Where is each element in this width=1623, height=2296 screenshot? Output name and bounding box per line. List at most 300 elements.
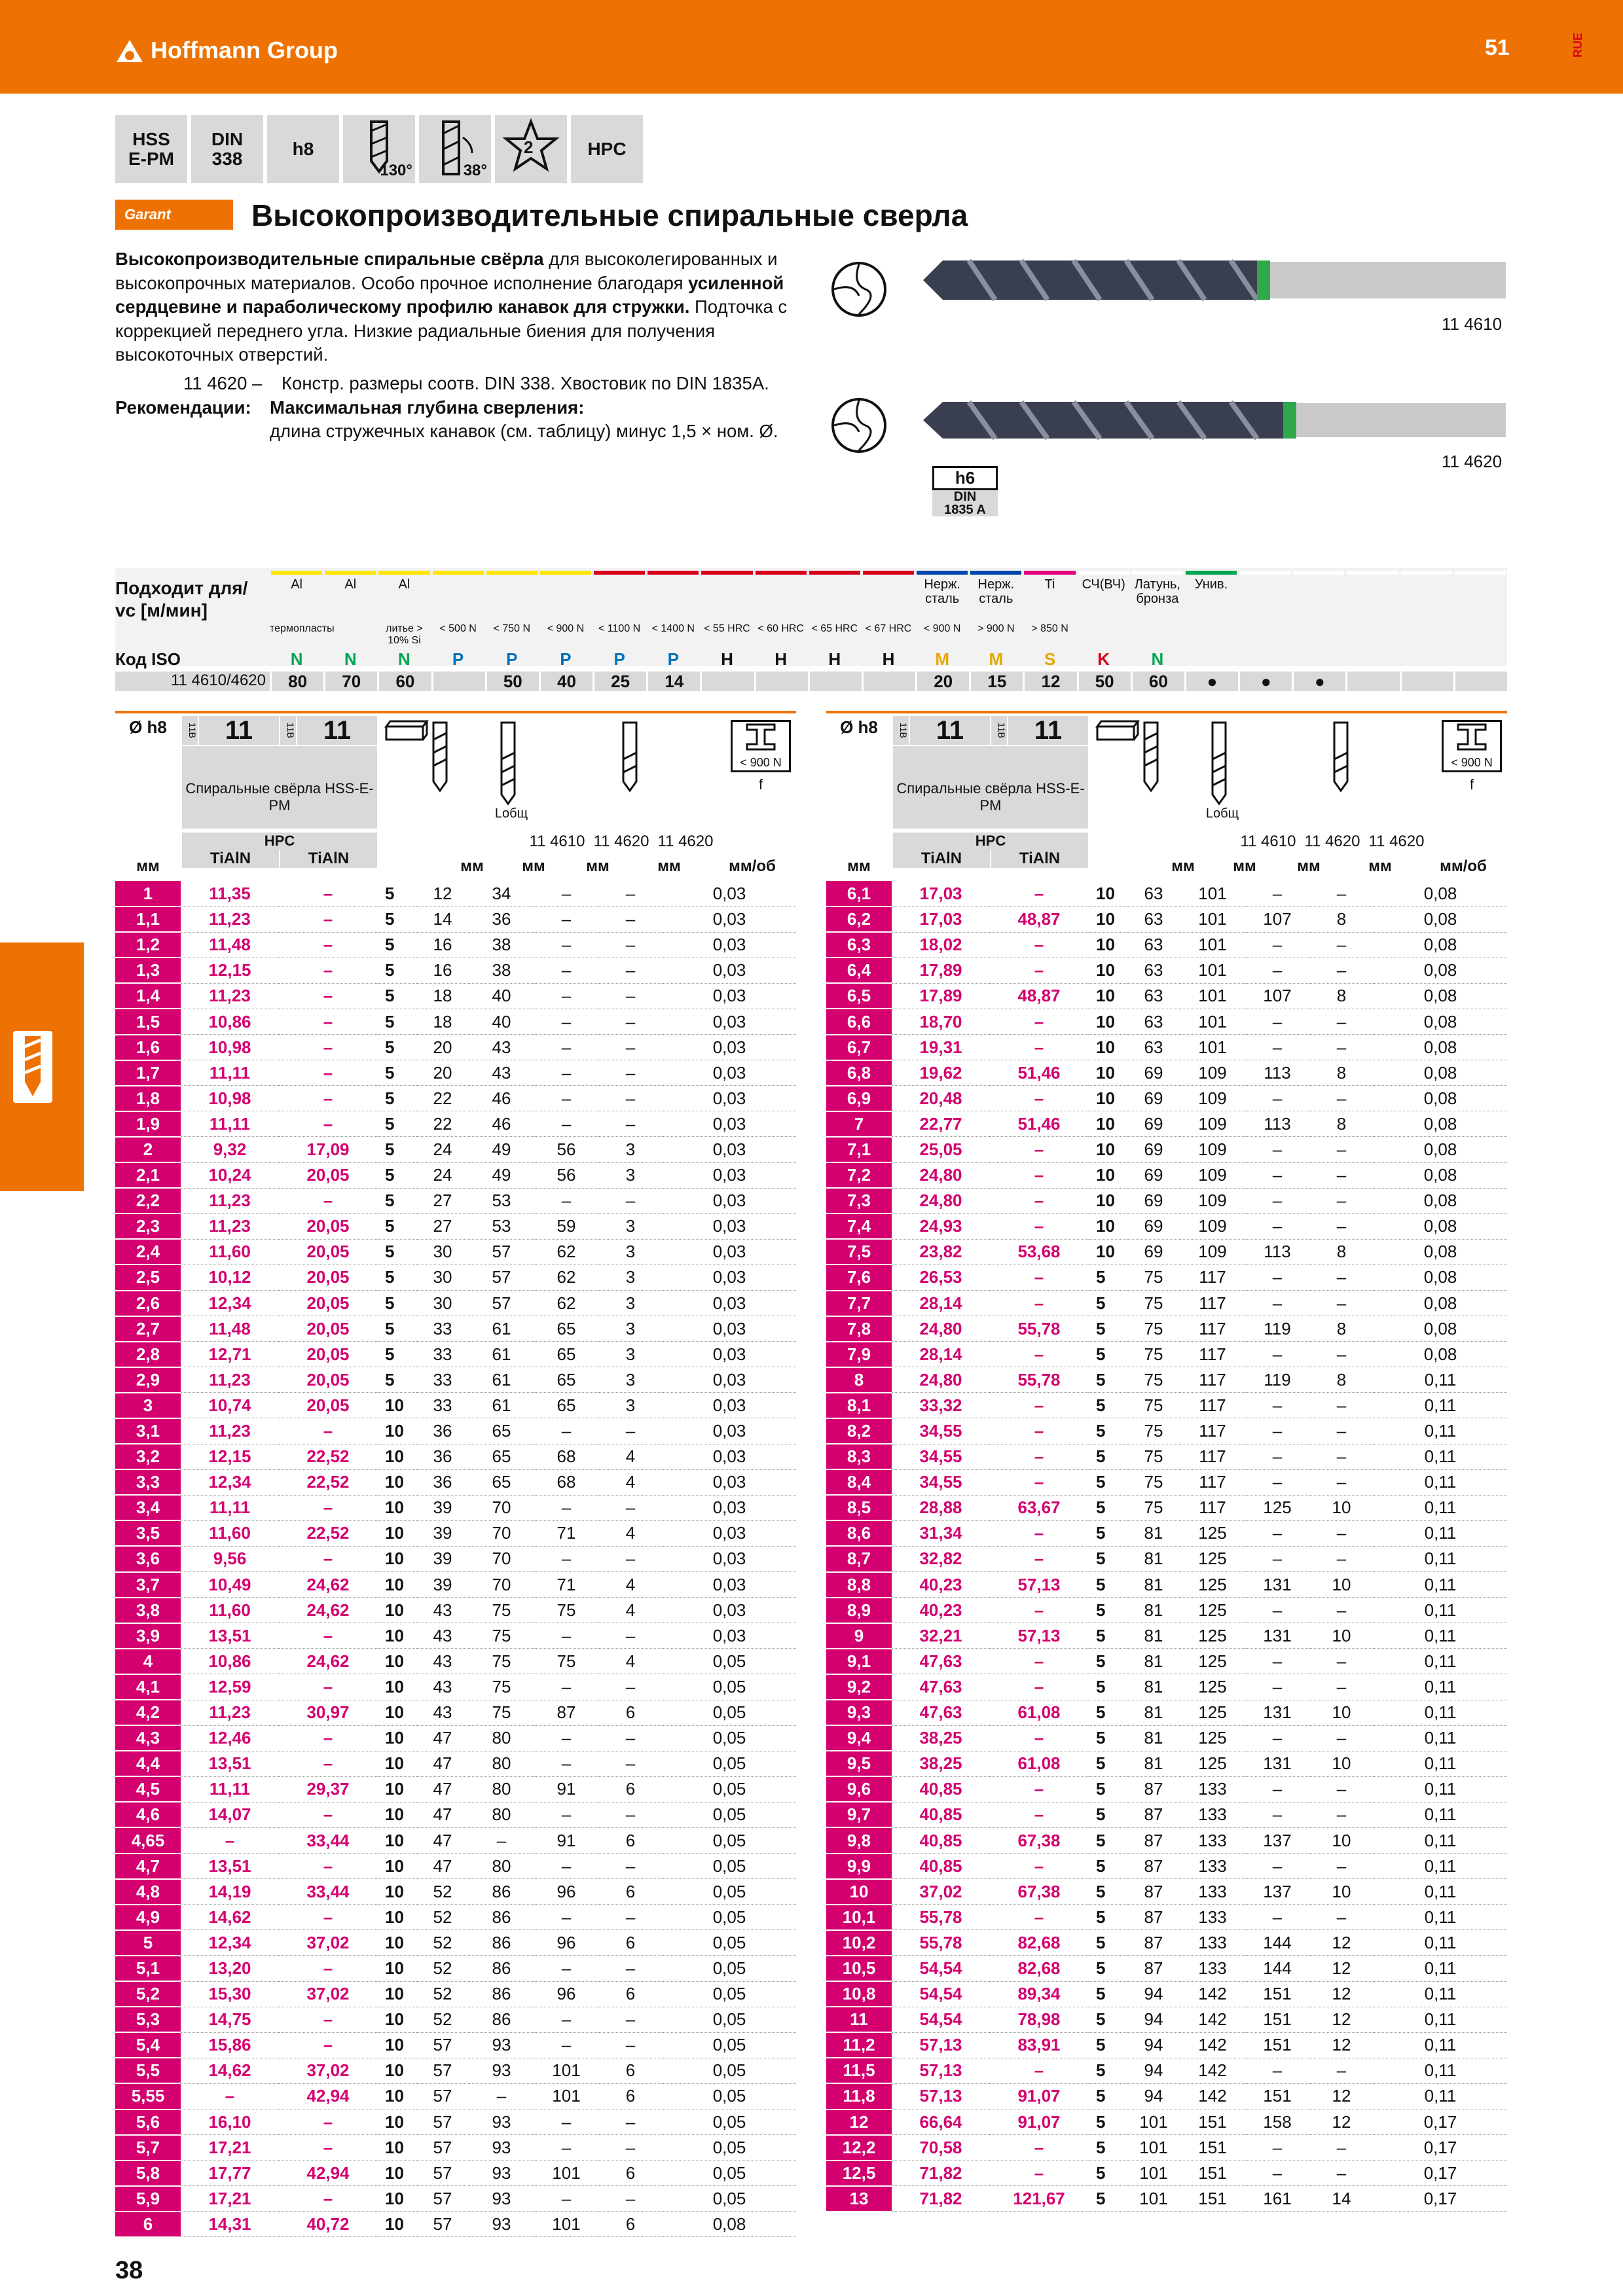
- length-114620-cell: 68: [534, 1469, 598, 1495]
- price-114620-cell[interactable]: –: [279, 1009, 377, 1034]
- price-114620-cell[interactable]: –: [279, 1188, 377, 1213]
- price-114620-cell[interactable]: –: [990, 881, 1088, 906]
- price-114610-cell[interactable]: 57,13: [892, 2083, 990, 2109]
- table-row: [826, 1393, 1507, 1418]
- price-114620-cell[interactable]: 91,07: [990, 2083, 1088, 2109]
- price-114620-cell[interactable]: –: [990, 1854, 1088, 1879]
- price-114620-cell[interactable]: –: [990, 1469, 1088, 1495]
- price-114610-cell[interactable]: 34,55: [892, 1444, 990, 1469]
- total-length-cell: 142: [1180, 2083, 1245, 2109]
- shank-114620-cell: –: [598, 1111, 663, 1137]
- price-114610-cell[interactable]: 31,34: [892, 1520, 990, 1546]
- price-114610-cell[interactable]: 24,93: [892, 1213, 990, 1239]
- price-114620-cell[interactable]: 67,38: [990, 1827, 1088, 1853]
- price-114610-cell[interactable]: 19,62: [892, 1060, 990, 1086]
- price-114620-cell[interactable]: –: [990, 1802, 1088, 1827]
- price-114610-cell[interactable]: 11,23: [181, 1213, 279, 1239]
- price-114610-cell[interactable]: 23,82: [892, 1239, 990, 1265]
- price-114620-cell[interactable]: 22,52: [279, 1520, 377, 1546]
- flute-length-cell: 47: [416, 1725, 469, 1751]
- price-114620-cell[interactable]: 57,13: [990, 1572, 1088, 1598]
- length-114620-cell: 144: [1245, 1930, 1309, 1956]
- price-114620-cell[interactable]: 24,62: [279, 1572, 377, 1598]
- price-114620-cell[interactable]: –: [990, 1086, 1088, 1111]
- diameter-cell: 5,6: [115, 2109, 181, 2135]
- price-114620-cell[interactable]: –: [279, 2032, 377, 2058]
- price-114610-cell[interactable]: 13,20: [181, 1956, 279, 1981]
- flute-length-cell: 94: [1127, 2032, 1180, 2058]
- price-114620-cell[interactable]: 20,05: [279, 1291, 377, 1316]
- price-114610-cell[interactable]: 10,12: [181, 1265, 279, 1290]
- price-114620-cell[interactable]: 121,67: [990, 2186, 1088, 2212]
- price-114610-cell[interactable]: 9,56: [181, 1546, 279, 1571]
- price-114610-cell[interactable]: 11,48: [181, 1316, 279, 1342]
- price-114620-cell[interactable]: 48,87: [990, 906, 1088, 932]
- flute-length-cell: 81: [1127, 1700, 1180, 1725]
- price-114610-cell[interactable]: 57,13: [892, 2032, 990, 2058]
- price-114620-cell[interactable]: 33,44: [279, 1827, 377, 1853]
- price-114620-cell[interactable]: 42,94: [279, 2083, 377, 2109]
- price-114620-cell[interactable]: –: [279, 1725, 377, 1751]
- compat-column-head: Al: [398, 577, 410, 592]
- price-114610-cell[interactable]: 26,53: [892, 1265, 990, 1290]
- price-114610-cell[interactable]: 54,54: [892, 1981, 990, 2007]
- compat-color-bar: [1186, 571, 1237, 575]
- total-length-cell: 101: [1180, 932, 1245, 958]
- price-114620-cell[interactable]: –: [990, 1035, 1088, 1060]
- total-length-cell: 93: [469, 2161, 534, 2186]
- price-114620-cell[interactable]: 82,68: [990, 1930, 1088, 1956]
- price-114620-cell[interactable]: –: [279, 1546, 377, 1571]
- price-114610-cell[interactable]: 9,32: [181, 1137, 279, 1162]
- price-114610-cell[interactable]: 38,25: [892, 1751, 990, 1776]
- price-114610-cell[interactable]: 10,98: [181, 1086, 279, 1111]
- price-114610-cell[interactable]: 19,31: [892, 1035, 990, 1060]
- price-114620-cell[interactable]: 33,44: [279, 1879, 377, 1905]
- pack-cell: 5: [377, 1009, 416, 1034]
- price-114610-cell[interactable]: 22,77: [892, 1111, 990, 1137]
- price-114620-cell[interactable]: 61,08: [990, 1700, 1088, 1725]
- price-114620-cell[interactable]: –: [990, 1776, 1088, 1802]
- price-114610-cell[interactable]: 17,21: [181, 2135, 279, 2161]
- price-114620-cell[interactable]: –: [990, 1009, 1088, 1034]
- price-114610-cell[interactable]: 14,07: [181, 1802, 279, 1827]
- price-114620-cell[interactable]: –: [990, 1291, 1088, 1316]
- price-114620-cell[interactable]: –: [279, 1802, 377, 1827]
- price-114620-cell[interactable]: –: [279, 1111, 377, 1137]
- price-114610-cell[interactable]: 71,82: [892, 2186, 990, 2212]
- flute-length-cell: 33: [416, 1367, 469, 1393]
- table-row: [115, 1956, 796, 1981]
- total-length-cell: 142: [1180, 2007, 1245, 2032]
- flute-length-cell: 57: [416, 2186, 469, 2212]
- table-row: [115, 1495, 796, 1520]
- length-114620-cell: –: [534, 881, 598, 906]
- price-114620-cell[interactable]: –: [279, 1495, 377, 1520]
- price-114610-cell[interactable]: 10,74: [181, 1393, 279, 1418]
- price-114620-cell[interactable]: –: [990, 1162, 1088, 1188]
- price-114610-cell[interactable]: 17,03: [892, 881, 990, 906]
- price-114620-cell[interactable]: –: [990, 1213, 1088, 1239]
- price-114620-cell[interactable]: 22,52: [279, 1444, 377, 1469]
- price-114610-cell[interactable]: 13,51: [181, 1623, 279, 1649]
- price-114610-cell[interactable]: 10,98: [181, 1035, 279, 1060]
- price-114610-cell[interactable]: 11,60: [181, 1520, 279, 1546]
- flute-length-cell: 81: [1127, 1520, 1180, 1546]
- price-114620-cell[interactable]: –: [990, 2135, 1088, 2161]
- price-114620-cell[interactable]: 20,05: [279, 1367, 377, 1393]
- price-114610-cell[interactable]: 47,63: [892, 1649, 990, 1674]
- price-114610-cell[interactable]: 11,23: [181, 983, 279, 1009]
- diameter-cell: 7: [826, 1111, 892, 1137]
- price-114610-cell[interactable]: 24,80: [892, 1367, 990, 1393]
- price-114620-cell[interactable]: –: [990, 1905, 1088, 1930]
- price-114620-cell[interactable]: –: [279, 1674, 377, 1700]
- pack-cell: 5: [1088, 1546, 1127, 1571]
- price-114610-cell[interactable]: 18,70: [892, 1009, 990, 1034]
- compat-iso-code: P: [452, 649, 464, 669]
- price-114610-cell[interactable]: 71,82: [892, 2161, 990, 2186]
- price-114610-cell[interactable]: 34,55: [892, 1418, 990, 1444]
- diameter-cell: 8,1: [826, 1393, 892, 1418]
- total-length-cell: 117: [1180, 1495, 1245, 1520]
- price-114610-cell[interactable]: 18,02: [892, 932, 990, 958]
- price-114610-cell[interactable]: 54,54: [892, 1956, 990, 1981]
- price-114610-cell[interactable]: 24,80: [892, 1162, 990, 1188]
- price-114620-cell[interactable]: 89,34: [990, 1981, 1088, 2007]
- price-114620-cell[interactable]: –: [279, 1086, 377, 1111]
- price-114610-cell[interactable]: 28,88: [892, 1495, 990, 1520]
- feed-cell: 0,11: [1374, 1418, 1507, 1444]
- price-114620-cell[interactable]: –: [990, 1393, 1088, 1418]
- price-114610-cell[interactable]: 12,59: [181, 1674, 279, 1700]
- table-row: [115, 1572, 796, 1598]
- diameter-cell: 6,2: [826, 906, 892, 932]
- price-114620-cell[interactable]: –: [990, 1137, 1088, 1162]
- price-114610-cell[interactable]: 70,58: [892, 2135, 990, 2161]
- price-114610-cell[interactable]: 40,85: [892, 1854, 990, 1879]
- price-114610-cell[interactable]: 11,23: [181, 1367, 279, 1393]
- price-114610-cell[interactable]: 15,30: [181, 1981, 279, 2007]
- price-114610-cell[interactable]: 11,60: [181, 1239, 279, 1265]
- price-114610-cell[interactable]: 12,34: [181, 1291, 279, 1316]
- price-114620-cell[interactable]: –: [279, 932, 377, 958]
- length-114620-cell: –: [1245, 958, 1309, 983]
- price-114620-cell[interactable]: –: [279, 1035, 377, 1060]
- price-114610-cell[interactable]: 14,31: [181, 2212, 279, 2237]
- price-114620-cell[interactable]: –: [990, 958, 1088, 983]
- shank-114620-cell: 14: [1309, 2186, 1374, 2212]
- price-114620-cell[interactable]: –: [990, 932, 1088, 958]
- price-114620-cell[interactable]: –: [279, 1854, 377, 1879]
- price-114610-cell[interactable]: 40,23: [892, 1598, 990, 1623]
- price-114610-cell[interactable]: 12,34: [181, 1469, 279, 1495]
- price-114610-cell[interactable]: 20,48: [892, 1086, 990, 1111]
- total-length-cell: 46: [469, 1086, 534, 1111]
- total-length-cell: 117: [1180, 1444, 1245, 1469]
- price-114620-cell[interactable]: –: [990, 2161, 1088, 2186]
- price-114620-cell[interactable]: 42,94: [279, 2161, 377, 2186]
- shank-114620-cell: –: [1309, 1035, 1374, 1060]
- diameter-cell: 6,3: [826, 932, 892, 958]
- feed-cell: 0,11: [1374, 1776, 1507, 1802]
- pack-cell: 10: [377, 1751, 416, 1776]
- feed-cell: 0,05: [663, 2032, 796, 2058]
- price-114620-cell[interactable]: 24,62: [279, 1649, 377, 1674]
- price-114610-cell[interactable]: 28,14: [892, 1342, 990, 1367]
- price-114620-cell[interactable]: –: [990, 1674, 1088, 1700]
- price-114610-cell[interactable]: 40,85: [892, 1802, 990, 1827]
- price-114610-cell[interactable]: 16,10: [181, 2109, 279, 2135]
- price-114620-cell[interactable]: 17,09: [279, 1137, 377, 1162]
- price-114610-cell[interactable]: 11,35: [181, 881, 279, 906]
- price-114610-cell[interactable]: 17,77: [181, 2161, 279, 2186]
- price-114610-cell[interactable]: 11,48: [181, 932, 279, 958]
- price-114620-cell[interactable]: –: [279, 881, 377, 906]
- price-114620-cell[interactable]: 37,02: [279, 2058, 377, 2083]
- price-114610-cell[interactable]: 10,49: [181, 1572, 279, 1598]
- price-114610-cell[interactable]: 14,62: [181, 2058, 279, 2083]
- price-114610-cell[interactable]: –: [181, 1827, 279, 1853]
- garant-logo: Garant: [115, 200, 233, 230]
- pack-cell: 10: [377, 2135, 416, 2161]
- length-114620-cell: –: [1245, 1520, 1309, 1546]
- price-114620-cell[interactable]: 51,46: [990, 1060, 1088, 1086]
- flute-length-cell: 87: [1127, 1776, 1180, 1802]
- price-114610-cell[interactable]: 12,46: [181, 1725, 279, 1751]
- price-114610-cell[interactable]: 54,54: [892, 2007, 990, 2032]
- price-114620-cell[interactable]: –: [279, 2186, 377, 2212]
- table-row: [115, 2007, 796, 2032]
- shank-114620-cell: –: [598, 2007, 663, 2032]
- price-114610-cell[interactable]: 14,19: [181, 1879, 279, 1905]
- compat-speed-value: 40: [539, 672, 593, 691]
- price-114620-cell[interactable]: –: [279, 1751, 377, 1776]
- price-114610-cell[interactable]: 11,11: [181, 1776, 279, 1802]
- length-114620-cell: –: [1245, 1213, 1309, 1239]
- price-114620-cell[interactable]: 48,87: [990, 983, 1088, 1009]
- price-114610-cell[interactable]: 55,78: [892, 1905, 990, 1930]
- price-114610-cell[interactable]: 34,55: [892, 1469, 990, 1495]
- price-114610-cell[interactable]: 10,24: [181, 1162, 279, 1188]
- price-114620-cell[interactable]: 78,98: [990, 2007, 1088, 2032]
- diameter-cell: 5,3: [115, 2007, 181, 2032]
- price-114620-cell[interactable]: 61,08: [990, 1751, 1088, 1776]
- pack-cell: 10: [1088, 1239, 1127, 1265]
- price-114620-cell[interactable]: –: [990, 1725, 1088, 1751]
- price-114610-cell[interactable]: 66,64: [892, 2109, 990, 2135]
- price-114610-cell[interactable]: 11,11: [181, 1495, 279, 1520]
- price-114610-cell[interactable]: 47,63: [892, 1674, 990, 1700]
- length-114620-cell: –: [1245, 1086, 1309, 1111]
- feed-cell: 0,11: [1374, 2083, 1507, 2109]
- price-114620-cell[interactable]: 20,05: [279, 1316, 377, 1342]
- diameter-cell: 9,4: [826, 1725, 892, 1751]
- price-114610-cell[interactable]: 12,71: [181, 1342, 279, 1367]
- price-114610-cell[interactable]: 10,86: [181, 1009, 279, 1034]
- price-114620-cell[interactable]: –: [279, 1623, 377, 1649]
- price-114610-cell[interactable]: 24,80: [892, 1188, 990, 1213]
- price-114610-cell[interactable]: 33,32: [892, 1393, 990, 1418]
- price-114620-cell[interactable]: 63,67: [990, 1495, 1088, 1520]
- flute-length-cell: 52: [416, 1930, 469, 1956]
- pack-cell: 5: [377, 1086, 416, 1111]
- price-114620-cell[interactable]: –: [990, 1520, 1088, 1546]
- price-114620-cell[interactable]: 20,05: [279, 1162, 377, 1188]
- length-114620-cell: –: [534, 958, 598, 983]
- price-114620-cell[interactable]: 20,05: [279, 1239, 377, 1265]
- diameter-cell: 5,55: [115, 2083, 181, 2109]
- price-114620-cell[interactable]: 24,62: [279, 1598, 377, 1623]
- price-114610-cell[interactable]: 57,13: [892, 2058, 990, 2083]
- compat-iso-code: M: [989, 649, 1004, 669]
- price-114610-cell[interactable]: 13,51: [181, 1854, 279, 1879]
- price-114620-cell[interactable]: 83,91: [990, 2032, 1088, 2058]
- price-114610-cell[interactable]: 17,89: [892, 958, 990, 983]
- price-114610-cell[interactable]: 11,23: [181, 1188, 279, 1213]
- price-114620-cell[interactable]: 53,68: [990, 1239, 1088, 1265]
- price-114610-cell[interactable]: 11,23: [181, 1700, 279, 1725]
- diameter-cell: 1,8: [115, 1086, 181, 1111]
- price-114620-cell[interactable]: –: [990, 1265, 1088, 1290]
- price-114610-cell[interactable]: 40,85: [892, 1827, 990, 1853]
- price-114620-cell[interactable]: 20,05: [279, 1265, 377, 1290]
- price-114620-cell[interactable]: –: [990, 1649, 1088, 1674]
- price-114610-cell[interactable]: 12,15: [181, 1444, 279, 1469]
- price-114620-cell[interactable]: 29,37: [279, 1776, 377, 1802]
- price-114610-cell[interactable]: 55,78: [892, 1930, 990, 1956]
- table-row: [115, 1188, 796, 1213]
- price-114620-cell[interactable]: 20,05: [279, 1213, 377, 1239]
- table-row: [115, 1316, 796, 1342]
- price-114620-cell[interactable]: –: [990, 1188, 1088, 1213]
- feed-cell: 0,08: [1374, 1137, 1507, 1162]
- price-114610-cell[interactable]: 17,03: [892, 906, 990, 932]
- pack-cell: 10: [1088, 983, 1127, 1009]
- flute-length-cell: 87: [1127, 1956, 1180, 1981]
- price-114610-cell[interactable]: 32,21: [892, 1623, 990, 1649]
- price-114620-cell[interactable]: –: [279, 1060, 377, 1086]
- price-114610-cell[interactable]: 11,23: [181, 906, 279, 932]
- price-114610-cell[interactable]: 10,86: [181, 1649, 279, 1674]
- price-114620-cell[interactable]: 57,13: [990, 1623, 1088, 1649]
- pack-cell: 10: [377, 1546, 416, 1571]
- price-114610-cell[interactable]: 12,15: [181, 958, 279, 983]
- feed-cell: 0,03: [663, 932, 796, 958]
- price-114610-cell[interactable]: 11,60: [181, 1598, 279, 1623]
- price-114610-cell[interactable]: 40,85: [892, 1776, 990, 1802]
- price-114620-cell[interactable]: –: [279, 958, 377, 983]
- diameter-cell: 7,3: [826, 1188, 892, 1213]
- total-length-cell: 151: [1180, 2109, 1245, 2135]
- price-114620-cell[interactable]: –: [990, 1598, 1088, 1623]
- compat-speed-value: [808, 672, 862, 691]
- price-114610-cell[interactable]: –: [181, 2083, 279, 2109]
- price-114620-cell[interactable]: –: [990, 1444, 1088, 1469]
- shank-114620-cell: –: [598, 1418, 663, 1444]
- price-114610-cell[interactable]: 37,02: [892, 1879, 990, 1905]
- compat-color-bar: [486, 571, 538, 575]
- price-114620-cell[interactable]: 22,52: [279, 1469, 377, 1495]
- price-114620-cell[interactable]: –: [279, 2135, 377, 2161]
- price-114610-cell[interactable]: 47,63: [892, 1700, 990, 1725]
- flute-length-cell: 69: [1127, 1162, 1180, 1188]
- diameter-cell: 7,5: [826, 1239, 892, 1265]
- price-114610-cell[interactable]: 11,23: [181, 1418, 279, 1444]
- price-114620-cell[interactable]: 55,78: [990, 1367, 1088, 1393]
- price-114620-cell[interactable]: 20,05: [279, 1393, 377, 1418]
- price-114620-cell[interactable]: 55,78: [990, 1316, 1088, 1342]
- length-114620-cell: –: [534, 1751, 598, 1776]
- table-row: [115, 1520, 796, 1546]
- price-114610-cell[interactable]: 28,14: [892, 1291, 990, 1316]
- note2-bold: Максимальная глубина сверления:: [270, 397, 585, 418]
- price-114620-cell[interactable]: –: [279, 983, 377, 1009]
- price-114610-cell[interactable]: 40,23: [892, 1572, 990, 1598]
- price-114610-cell[interactable]: 11,11: [181, 1111, 279, 1137]
- total-length-cell: 80: [469, 1854, 534, 1879]
- price-114610-cell[interactable]: 24,80: [892, 1316, 990, 1342]
- price-114620-cell[interactable]: 91,07: [990, 2109, 1088, 2135]
- compat-iso-code: P: [613, 649, 625, 669]
- table-row: [826, 932, 1507, 958]
- price-114620-cell[interactable]: 37,02: [279, 1981, 377, 2007]
- price-114610-cell[interactable]: 15,86: [181, 2032, 279, 2058]
- feed-cell: 0,05: [663, 1827, 796, 1853]
- price-114620-cell[interactable]: –: [279, 1418, 377, 1444]
- compat-column-head: Al: [291, 577, 302, 592]
- table-row: [826, 1495, 1507, 1520]
- price-114620-cell[interactable]: –: [279, 2109, 377, 2135]
- price-114620-cell[interactable]: –: [990, 1546, 1088, 1571]
- price-114610-cell[interactable]: 11,11: [181, 1060, 279, 1086]
- price-114610-cell[interactable]: 13,51: [181, 1751, 279, 1776]
- price-114620-cell[interactable]: –: [990, 1418, 1088, 1444]
- shank-114620-cell: 10: [1309, 1623, 1374, 1649]
- price-114610-cell[interactable]: 38,25: [892, 1725, 990, 1751]
- flute-length-cell: 52: [416, 1879, 469, 1905]
- pack-cell: 10: [377, 1905, 416, 1930]
- price-114620-cell[interactable]: –: [279, 906, 377, 932]
- price-114620-cell[interactable]: 67,38: [990, 1879, 1088, 1905]
- price-114620-cell[interactable]: 37,02: [279, 1930, 377, 1956]
- price-114620-cell[interactable]: 82,68: [990, 1956, 1088, 1981]
- price-114620-cell[interactable]: –: [279, 1956, 377, 1981]
- table-row: [826, 1956, 1507, 1981]
- price-114620-cell[interactable]: 40,72: [279, 2212, 377, 2237]
- price-114610-cell[interactable]: 14,62: [181, 1905, 279, 1930]
- price-114620-cell[interactable]: 30,97: [279, 1700, 377, 1725]
- price-114610-cell[interactable]: 14,75: [181, 2007, 279, 2032]
- price-114610-cell[interactable]: 17,21: [181, 2186, 279, 2212]
- total-length-cell: 93: [469, 2058, 534, 2083]
- flute-length-cell: 43: [416, 1598, 469, 1623]
- price-114620-cell[interactable]: 51,46: [990, 1111, 1088, 1137]
- price-114610-cell[interactable]: 12,34: [181, 1930, 279, 1956]
- length-114620-cell: –: [534, 1188, 598, 1213]
- price-114610-cell[interactable]: 32,82: [892, 1546, 990, 1571]
- price-114620-cell[interactable]: 20,05: [279, 1342, 377, 1367]
- diameter-cell: 6,9: [826, 1086, 892, 1111]
- right-hpc: HPC: [893, 833, 1088, 850]
- price-114620-cell[interactable]: –: [990, 2058, 1088, 2083]
- price-114620-cell[interactable]: –: [279, 1905, 377, 1930]
- price-114620-cell[interactable]: –: [279, 2007, 377, 2032]
- price-114610-cell[interactable]: 25,05: [892, 1137, 990, 1162]
- left-sub2: 11 4620: [593, 833, 649, 850]
- price-114620-cell[interactable]: –: [990, 1342, 1088, 1367]
- price-114610-cell[interactable]: 17,89: [892, 983, 990, 1009]
